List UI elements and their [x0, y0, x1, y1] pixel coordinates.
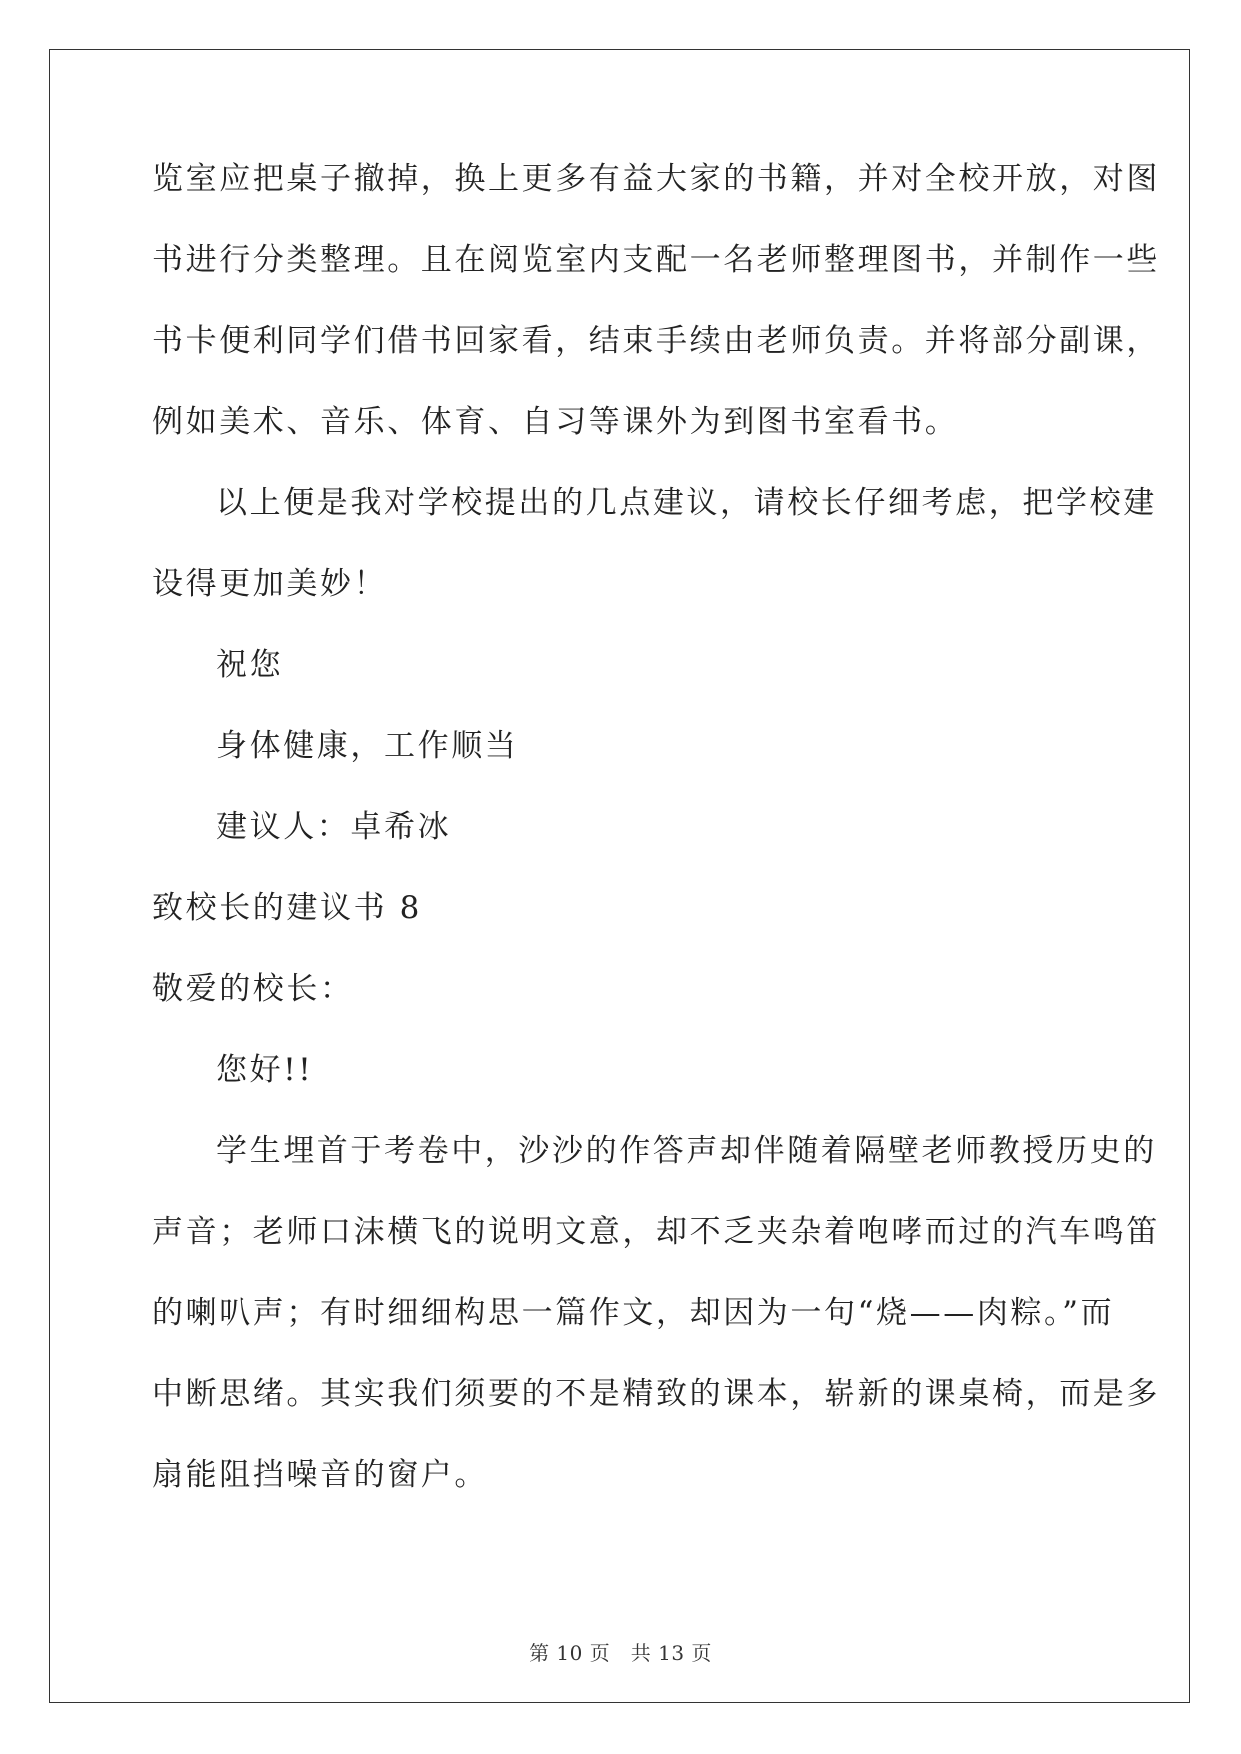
line-text: 您好!!: [216, 1052, 314, 1088]
line-text: 书卡便利同学们借书回家看，结束手续由老师负责。并将部分副课，: [152, 323, 1160, 359]
line-text: 致校长的建议书 8: [152, 890, 422, 926]
body-line: [152, 566, 1096, 647]
document-body: [152, 161, 1160, 1538]
line-text: 祝您: [216, 647, 284, 683]
line-text: 身体健康，工作顺当: [216, 728, 519, 764]
line-text: 设得更加美妙！: [152, 566, 388, 602]
line-text: 览室应把桌子撤掉，换上更多有益大家的书籍，并对全校开放，对图: [152, 161, 1160, 197]
line-text: 书进行分类整理。且在阅览室内支配一名老师整理图书，并制作一些: [152, 242, 1160, 278]
line-text: 敬爱的校长：: [152, 971, 354, 1007]
line-text: 学生埋首于考卷中，沙沙的作答声却伴随着隔壁老师教授历史的: [216, 1133, 1157, 1169]
body-line: [152, 1457, 1096, 1538]
line-text: 例如美术、音乐、体育、自习等课外为到图书室看书。: [152, 404, 959, 440]
line-text: 中断思绪。其实我们须要的不是精致的课本，崭新的课桌椅，而是多: [152, 1376, 1160, 1412]
line-text: 扇能阻挡噪音的窗户。: [152, 1457, 488, 1493]
line-text: 声音；老师口沫横飞的说明文意，却不乏夹杂着咆哮而过的汽车鸣笛: [152, 1214, 1160, 1250]
page-number-footer: 第 10 页 共 13 页: [529, 1641, 712, 1665]
line-text: 的喇叭声；有时细细构思一篇作文，却因为一句“烧——肉粽。”而: [152, 1295, 1115, 1331]
line-text: 以上便是我对学校提出的几点建议，请校长仔细考虑，把学校建: [216, 485, 1157, 521]
line-text: 建议人：卓希冰: [216, 809, 452, 845]
